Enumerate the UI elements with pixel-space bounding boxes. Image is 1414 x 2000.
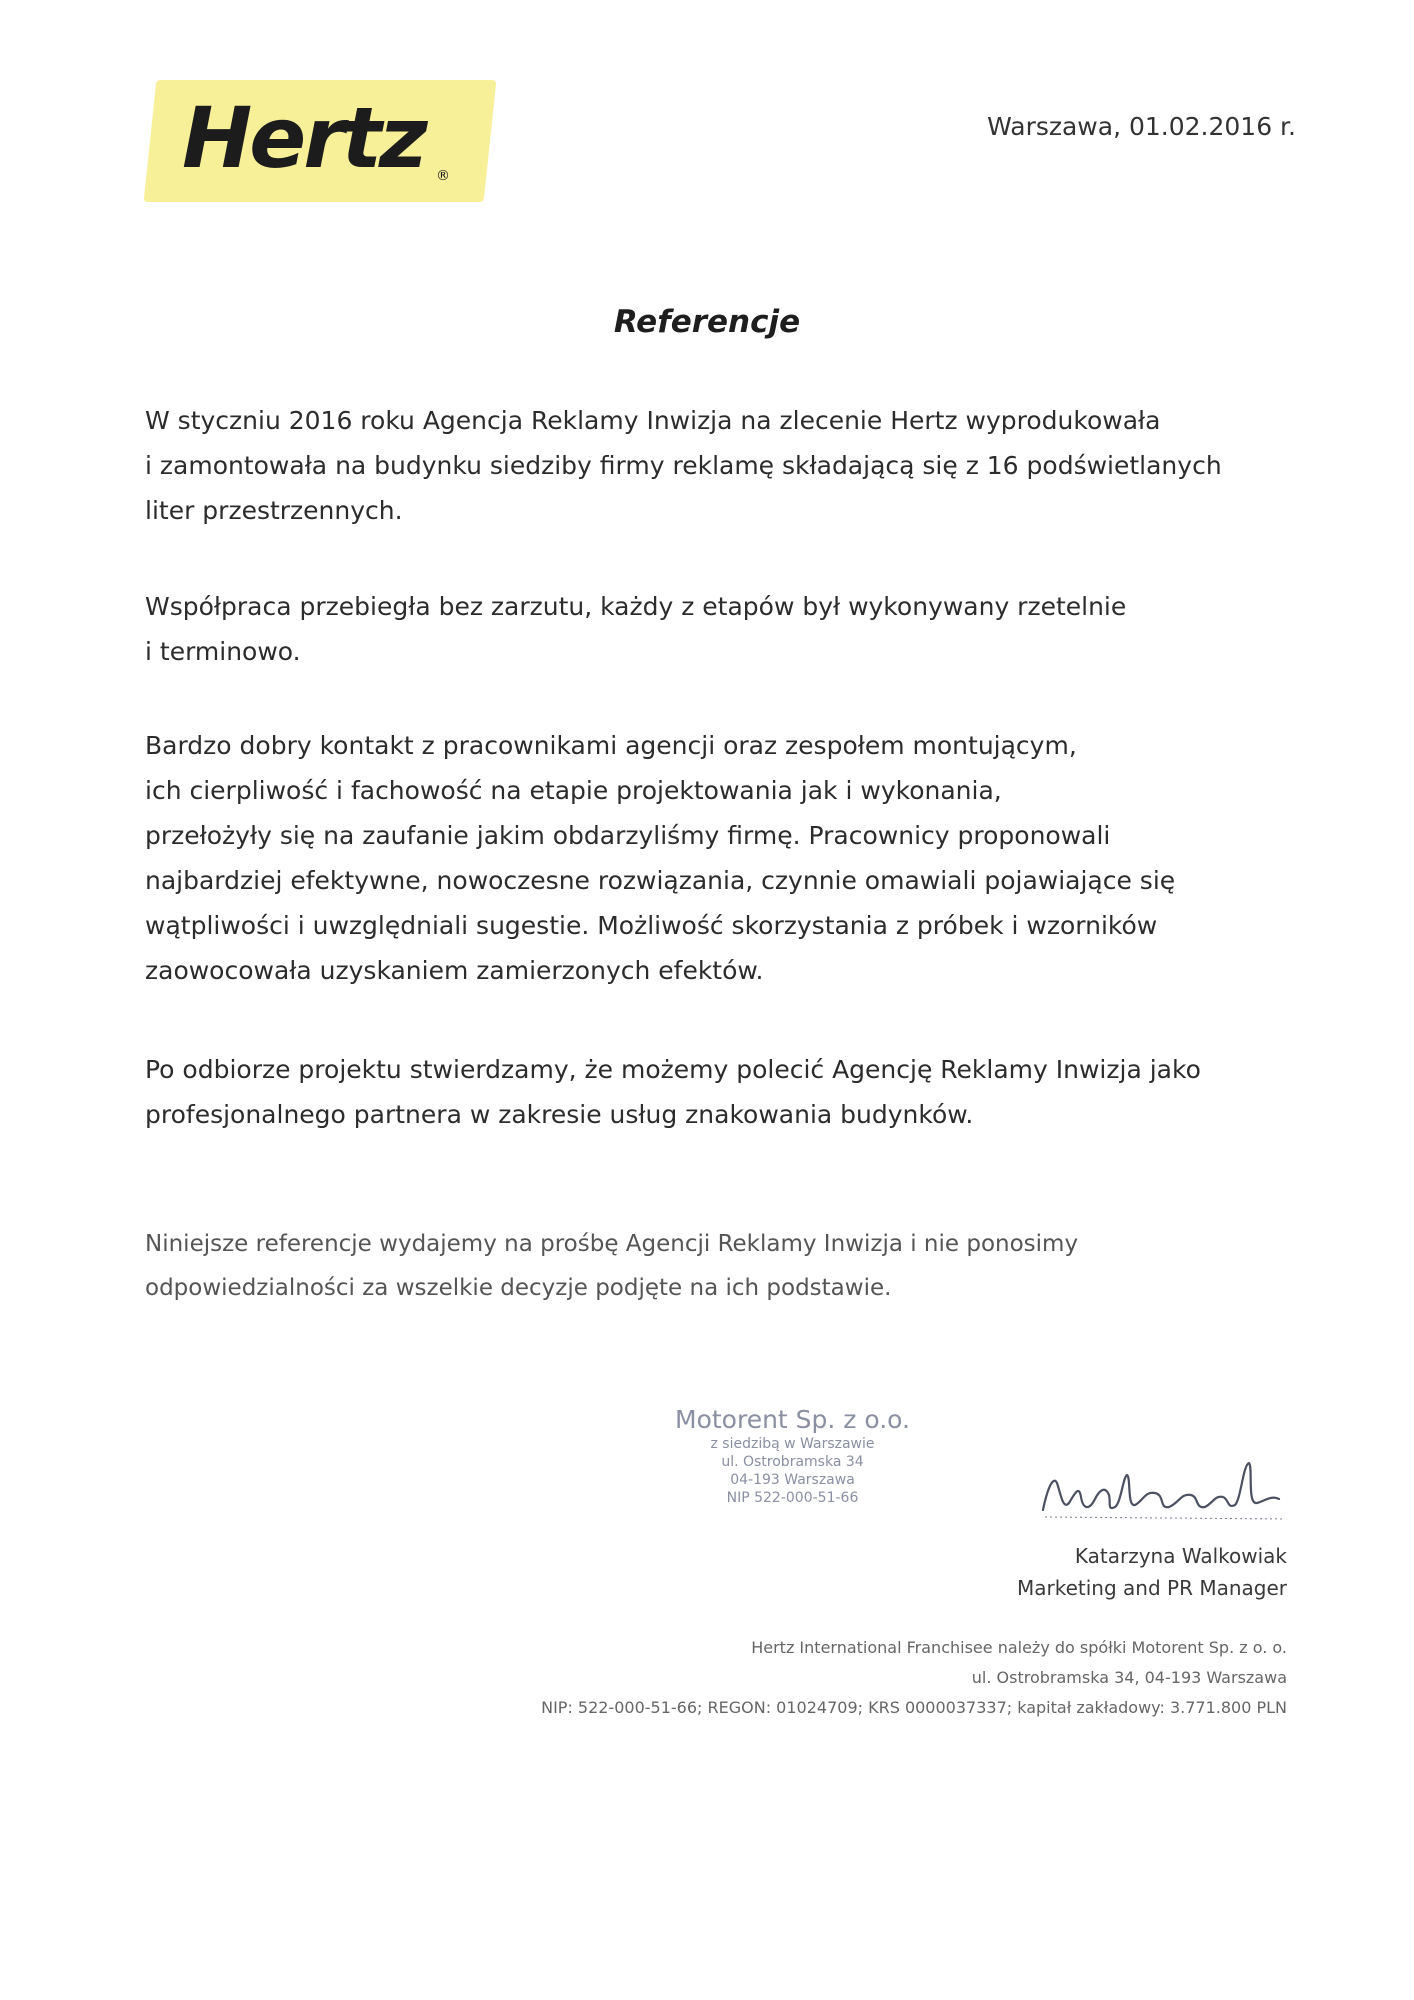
stamp-line: 04-193 Warszawa bbox=[730, 1472, 855, 1488]
signer-block bbox=[1017, 1540, 1287, 1604]
letter-title: Referencje bbox=[613, 304, 801, 340]
registered-mark: ® bbox=[436, 168, 450, 184]
stamp-company-name: Motorent Sp. z o.o. bbox=[675, 1405, 910, 1434]
paragraph-line: wątpliwości i uwzględniali sugestie. Możliwość skorzystania z próbek i wzorników bbox=[145, 911, 1158, 940]
paragraph-line: i zamontowała na budynku siedziby firmy reklamę składającą się z 16 podświetlanych bbox=[145, 451, 1222, 480]
paragraph-line: liter przestrzennych. bbox=[145, 496, 403, 525]
paragraph-line: Współpraca przebiegła bez zarzutu, każdy z etapów był wykonywany rzetelnie bbox=[145, 592, 1127, 621]
paragraph-line: najbardziej efektywne, nowoczesne rozwiązania, czynnie omawiali pojawiające się bbox=[145, 866, 1176, 895]
paragraph-line: odpowiedzialności za wszelkie decyzje podjęte na ich podstawie. bbox=[145, 1275, 892, 1301]
paragraph-line: zaowocowała uzyskaniem zamierzonych efektów. bbox=[145, 956, 764, 985]
paragraph-line: Po odbiorze projektu stwierdzamy, że możemy polecić Agencję Reklamy Inwizja jako bbox=[145, 1055, 1201, 1084]
paragraph-line: profesjonalnego partnera w zakresie usług znakowania budynków. bbox=[145, 1100, 974, 1129]
paragraph-line: W styczniu 2016 roku Agencja Reklamy Inwizja na zlecenie Hertz wyprodukowała bbox=[145, 406, 1161, 435]
paragraph-line: ich cierpliwość i fachowość na etapie projektowania jak i wykonania, bbox=[145, 776, 1002, 805]
footer-line: Hertz International Franchisee należy do spółki Motorent Sp. z o. o. bbox=[751, 1638, 1287, 1657]
hertz-logo: Hertz bbox=[182, 89, 425, 187]
paragraph-line: i terminowo. bbox=[145, 637, 301, 666]
paragraph-1 bbox=[145, 398, 1305, 533]
disclaimer-paragraph bbox=[145, 1222, 1305, 1310]
company-footer bbox=[541, 1633, 1287, 1723]
signer-name: Katarzyna Walkowiak bbox=[1074, 1544, 1287, 1568]
footer-line: NIP: 522-000-51-66; REGON: 01024709; KRS 0000037337; kapitał zakładowy: 3.771.800 PLN bbox=[541, 1698, 1287, 1717]
letter-date: Warszawa, 01.02.2016 r. bbox=[987, 112, 1296, 141]
footer-line: ul. Ostrobramska 34, 04-193 Warszawa bbox=[971, 1668, 1287, 1687]
paragraph-line: Bardzo dobry kontakt z pracownikami agencji oraz zespołem montującym, bbox=[145, 731, 1077, 760]
paragraph-line: Niniejsze referencje wydajemy na prośbę Agencji Reklamy Inwizja i nie ponosimy bbox=[145, 1231, 1079, 1257]
stamp-line: NIP 522-000-51-66 bbox=[726, 1490, 859, 1506]
stamp-line: z siedzibą w Warszawie bbox=[710, 1436, 875, 1452]
signer-position: Marketing and PR Manager bbox=[1017, 1576, 1287, 1600]
paragraph-line: przełożyły się na zaufanie jakim obdarzyliśmy firmę. Pracownicy proponowali bbox=[145, 821, 1111, 850]
paragraph-2 bbox=[145, 584, 1305, 674]
company-stamp bbox=[660, 1405, 925, 1507]
paragraph-4 bbox=[145, 1047, 1305, 1137]
handwritten-signature bbox=[1035, 1455, 1295, 1535]
stamp-line: ul. Ostrobramska 34 bbox=[721, 1454, 864, 1470]
paragraph-3 bbox=[145, 723, 1305, 993]
